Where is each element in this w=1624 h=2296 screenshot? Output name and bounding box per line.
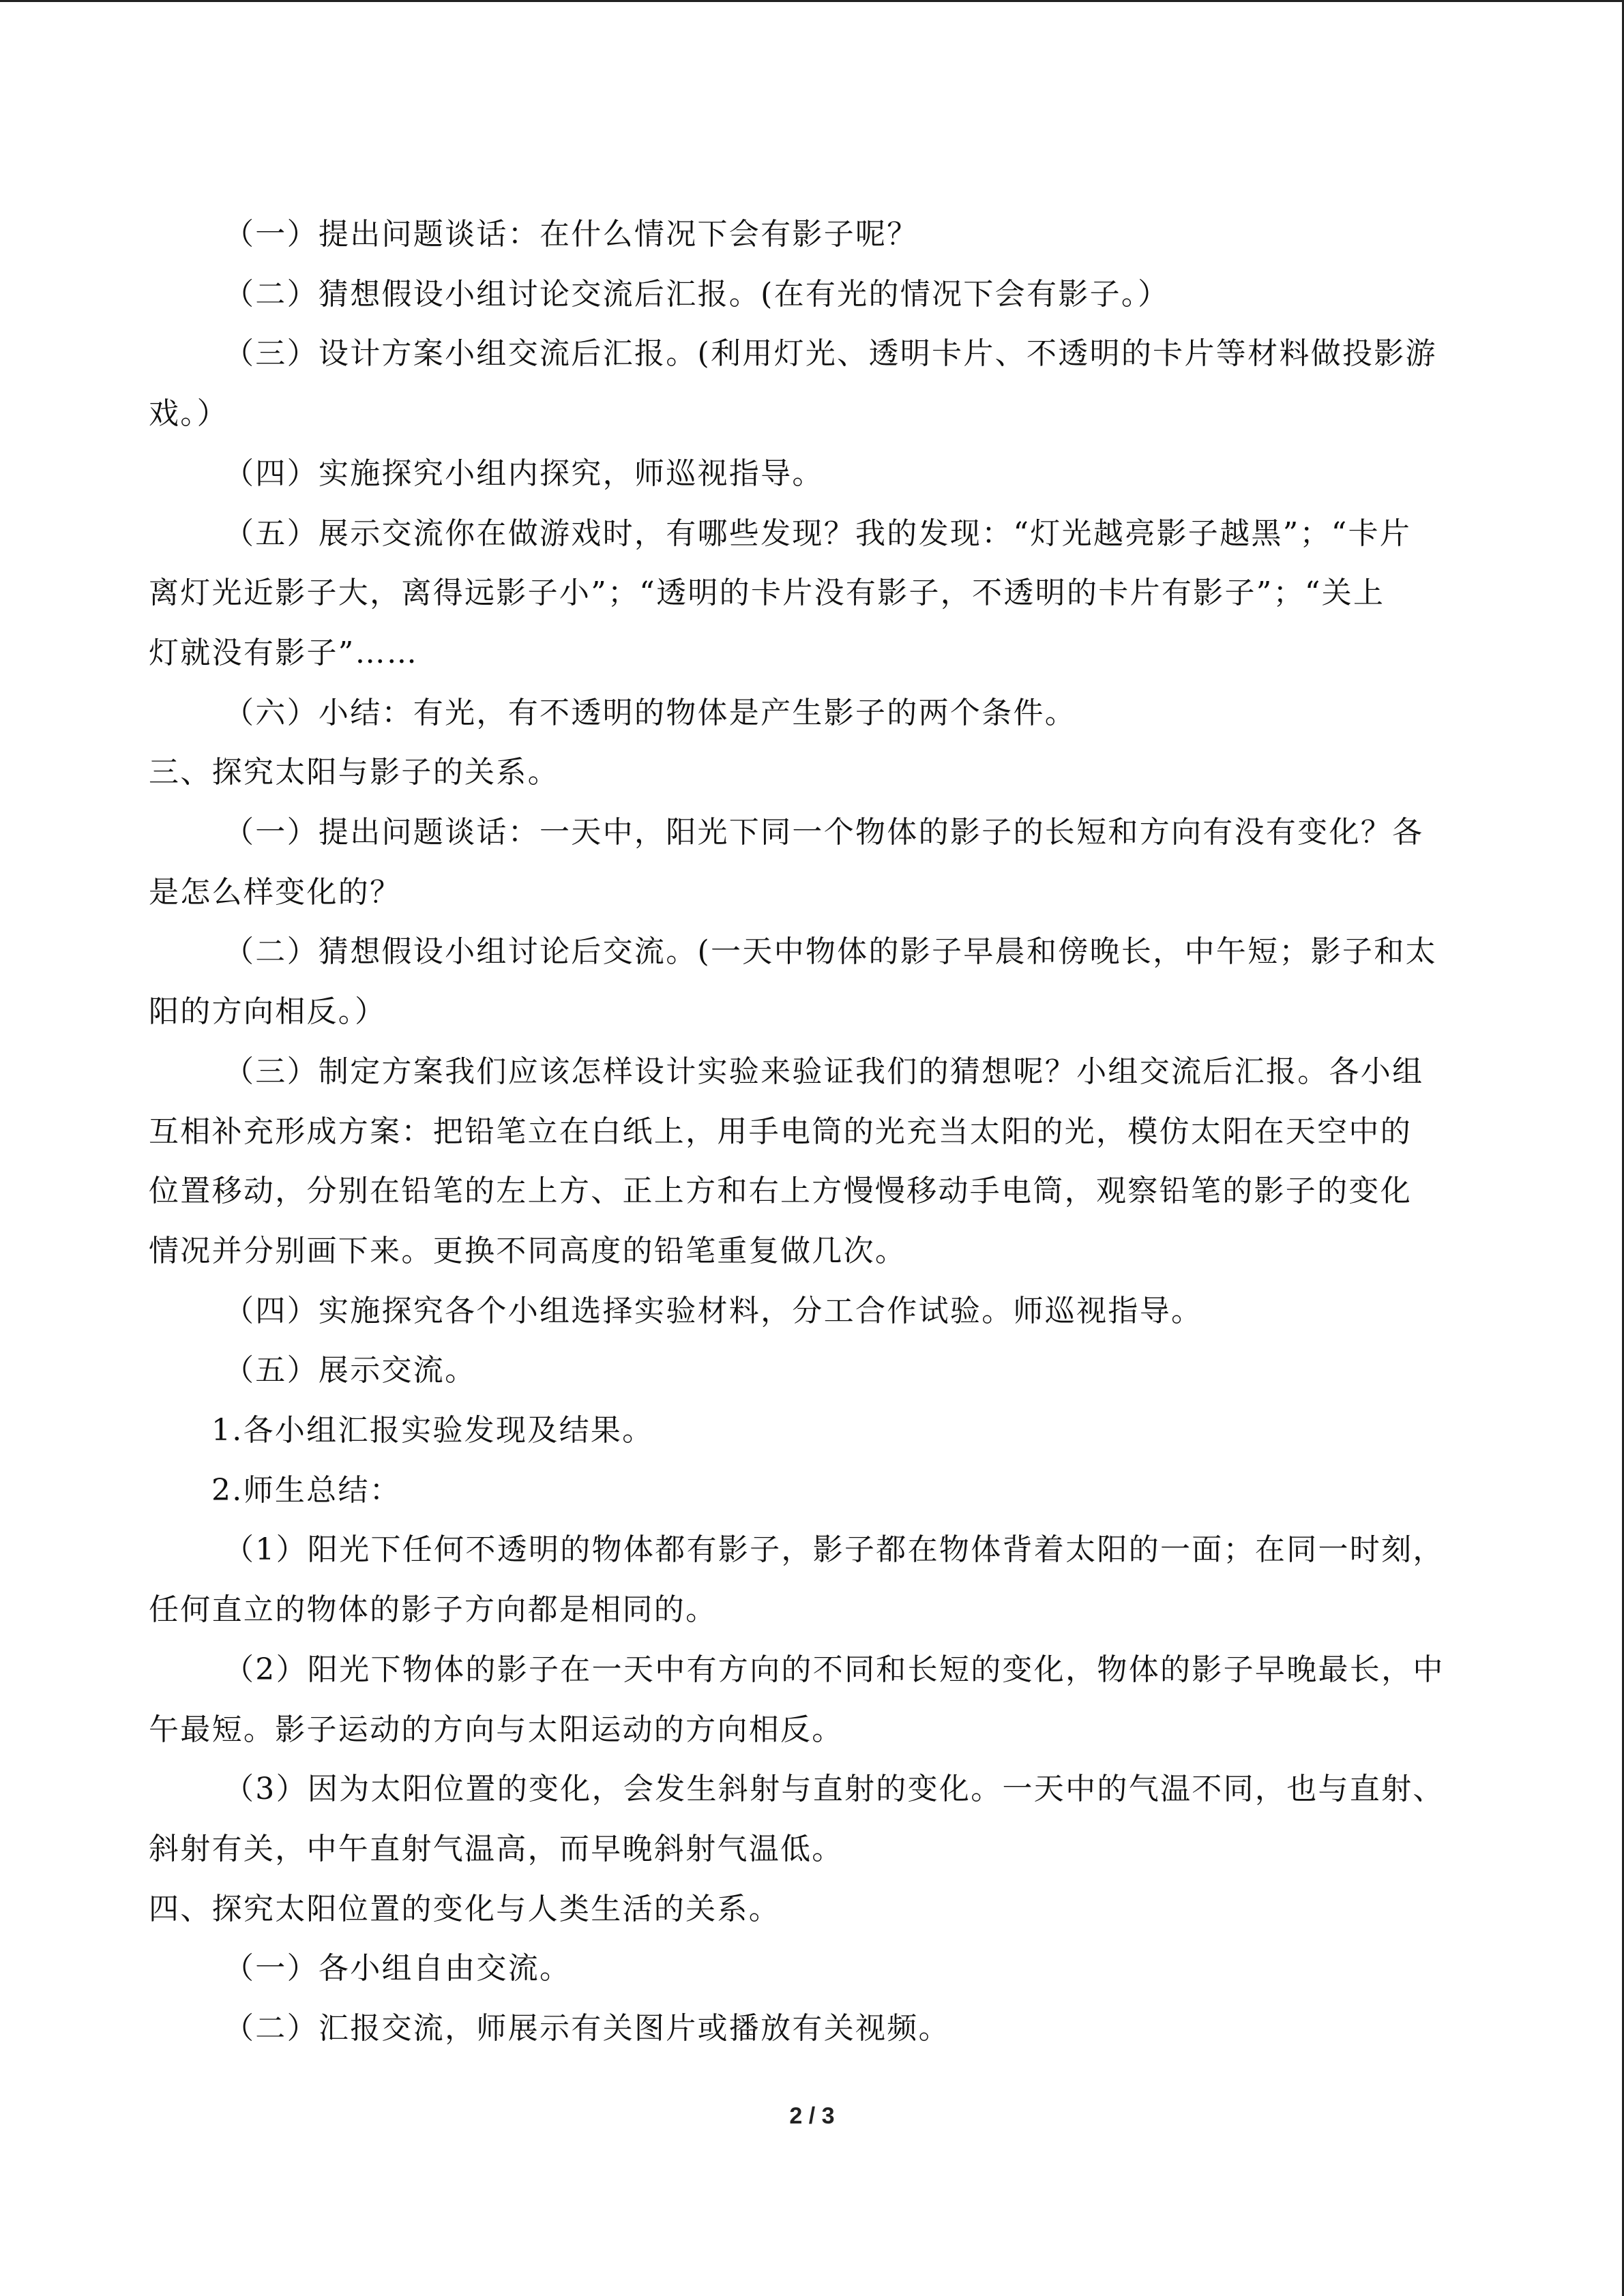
paragraph-line: （一）提出问题谈话：在什么情况下会有影子呢？ [224,217,919,252]
section-heading: 三、探究太阳与影子的关系。 [149,755,559,790]
paragraph-line: （2）阳光下物体的影子在一天中有方向的不同和长短的变化，物体的影子早晚最长，中 [224,1652,1445,1687]
paragraph-line: （一）提出问题谈话：一天中，阳光下同一个物体的影子的长短和方向有没有变化？各 [224,815,1424,850]
paragraph-line: （1）阳光下任何不透明的物体都有影子，影子都在物体背着太阳的一面；在同一时刻， [224,1532,1445,1568]
paragraph-line: （三）制定方案我们应该怎样设计实验来验证我们的猜想呢？小组交流后汇报。各小组 [224,1054,1424,1089]
paragraph-line: 位置移动，分别在铅笔的左上方、正上方和右上方慢慢移动手电筒，观察铅笔的影子的变化 [149,1174,1412,1209]
paragraph-line: 互相补充形成方案：把铅笔立在白纸上，用手电筒的光充当太阳的光，模仿太阳在天空中的 [149,1114,1412,1149]
list-item: 1.各小组汇报实验发现及结果。 [211,1413,654,1448]
paragraph-line: （六）小结：有光，有不透明的物体是产生影子的两个条件。 [224,695,1077,730]
paragraph-line: （三）设计方案小组交流后汇报。(利用灯光、透明卡片、不透明的卡片等材料做投影游 [224,336,1437,372]
paragraph-line: （五）展示交流。 [224,1353,477,1388]
paragraph-line: （一）各小组自由交流。 [224,1951,572,1986]
paragraph-line: 阳的方向相反。） [149,994,387,1030]
paragraph-line: （二）汇报交流，师展示有关图片或播放有关视频。 [224,2011,950,2046]
paragraph-line: （四）实施探究各个小组选择实验材料，分工合作试验。师巡视指导。 [224,1293,1203,1328]
paragraph-line: 灯就没有影子”…… [149,635,419,670]
document-body [149,205,1465,2059]
paragraph-line: 戏。） [149,396,228,432]
paragraph-line: （五）展示交流你在做游戏时，有哪些发现？我的发现：“灯光越亮影子越黑”；“卡片 [224,516,1412,551]
page-number: 2 / 3 [789,2103,835,2129]
paragraph-line: （二）猜想假设小组讨论后交流。(一天中物体的影子早晨和傍晚长，中午短；影子和太 [224,934,1437,970]
paragraph-line: 离灯光近影子大，离得远影子小”；“透明的卡片没有影子，不透明的卡片有影子”；“关上 [149,576,1385,611]
paragraph-line: （3）因为太阳位置的变化，会发生斜射与直射的变化。一天中的气温不同，也与直射、 [224,1772,1445,1807]
paragraph-line: （四）实施探究小组内探究，师巡视指导。 [224,456,824,491]
section-heading: 四、探究太阳位置的变化与人类生活的关系。 [149,1891,780,1926]
paragraph-line: （二）猜想假设小组讨论交流后汇报。(在有光的情况下会有影子。） [224,276,1170,312]
paragraph-line: 斜射有关，中午直射气温高，而早晚斜射气温低。 [149,1831,844,1866]
paragraph-line: 任何直立的物体的影子方向都是相同的。 [149,1592,718,1628]
list-item: 2.师生总结： [211,1472,402,1508]
paragraph-line: 是怎么样变化的？ [149,874,402,910]
paragraph-line: 情况并分别画下来。更换不同高度的铅笔重复做几次。 [149,1233,907,1268]
paragraph-line: 午最短。影子运动的方向与太阳运动的方向相反。 [149,1712,844,1747]
